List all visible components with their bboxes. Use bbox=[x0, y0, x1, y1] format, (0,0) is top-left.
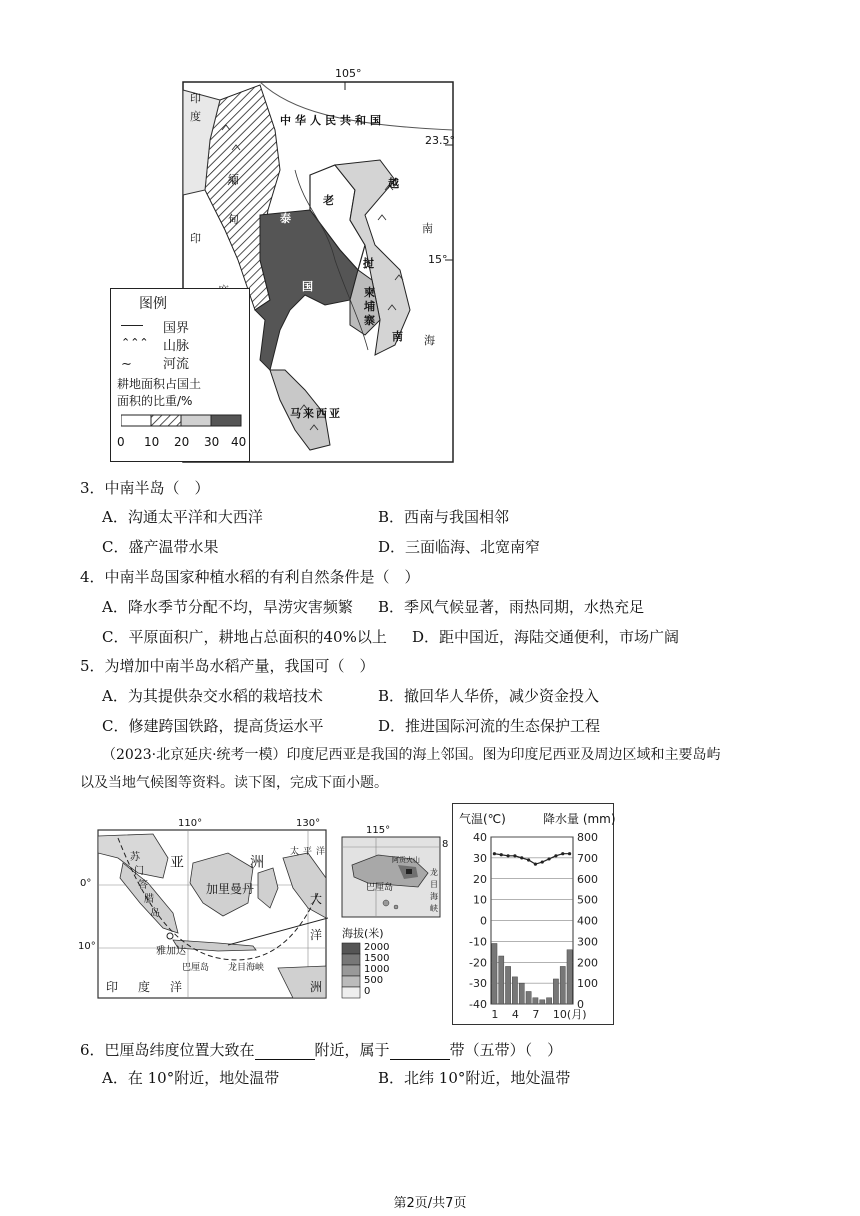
sumatra-label-5: 岛 bbox=[150, 908, 160, 919]
question-6-blank-1[interactable] bbox=[255, 1045, 315, 1060]
precip-tick-label: 400 bbox=[577, 914, 598, 928]
precip-bar bbox=[519, 983, 524, 1004]
cambodia-label-2: 埔 bbox=[364, 300, 375, 313]
legend-river-symbol: ∼ bbox=[121, 357, 132, 372]
question-4-option-a[interactable]: A．降水季节分配不均，旱涝灾害频繁 bbox=[102, 598, 353, 616]
legend-cropland-title-1: 耕地面积占国土 bbox=[117, 377, 202, 391]
climate-chart bbox=[452, 803, 614, 1025]
precip-tick-label: 300 bbox=[577, 935, 598, 949]
india-label: 印度 bbox=[190, 92, 201, 123]
temp-point bbox=[534, 863, 537, 866]
pacific-label-3: 洋 bbox=[316, 847, 326, 857]
lat-23-label: 23.5° bbox=[425, 134, 455, 147]
question-5-option-b[interactable]: B．撤回华人华侨，减少资金投入 bbox=[378, 687, 600, 705]
temp-point bbox=[520, 856, 523, 859]
legend-scale-10: 10 bbox=[144, 435, 160, 449]
precip-bar bbox=[560, 966, 565, 1004]
elevation-2000: 2000 bbox=[364, 942, 390, 953]
inset-strait-label: 龙目海峡 bbox=[430, 868, 438, 913]
precip-bar bbox=[553, 979, 558, 1004]
temp-tick-label: 0 bbox=[480, 914, 487, 928]
sumatra-label-4: 腊 bbox=[144, 894, 154, 905]
temp-tick-label: -20 bbox=[469, 956, 487, 970]
precip-bar bbox=[499, 956, 504, 1004]
asia-label-2: 洲 bbox=[250, 855, 264, 871]
temp-axis-label: 气温(℃) bbox=[459, 812, 506, 826]
oceania-label-3: 洲 bbox=[310, 980, 323, 994]
temp-point bbox=[547, 857, 550, 860]
temp-tick-label: 10 bbox=[473, 893, 487, 907]
legend-mountain-label: 山脉 bbox=[163, 339, 190, 354]
oceania-label-1: 大 bbox=[310, 892, 323, 906]
legend-cropland-scale bbox=[121, 413, 243, 429]
intro-line-2: 以及当地气候图等资料。读下图，完成下面小题。 bbox=[80, 775, 388, 791]
question-4-option-b[interactable]: B．季风气候显著，雨热同期，水热充足 bbox=[378, 598, 645, 616]
precip-tick-label: 100 bbox=[577, 977, 598, 991]
question-6-stem-mid: 附近，属于 bbox=[314, 1041, 390, 1059]
temp-point bbox=[493, 852, 496, 855]
question-3-option-c[interactable]: C．盛产温带水果 bbox=[102, 538, 219, 556]
laos-label: 老 bbox=[323, 194, 334, 207]
pacific-label-1: 太 bbox=[290, 847, 300, 857]
question-3-option-d[interactable]: D．三面临海、北宽南窄 bbox=[378, 538, 541, 556]
jakarta-label: 雅加达 bbox=[156, 946, 186, 957]
temp-point bbox=[506, 854, 509, 857]
question-6-stem-post: 带（五带）（ ） bbox=[449, 1041, 563, 1059]
precip-bar bbox=[540, 1000, 545, 1004]
sea-label-hai: 海 bbox=[424, 334, 435, 347]
legend-border-label: 国界 bbox=[163, 321, 190, 336]
indian-ocean-label-1: 印 bbox=[106, 980, 119, 994]
legend-scale-30: 30 bbox=[204, 435, 220, 449]
inset-lat-label: 8 bbox=[442, 839, 449, 850]
laos-label-2: 挝 bbox=[363, 257, 374, 270]
sea-label-nan: 南 bbox=[422, 222, 433, 235]
asia-label-1: 亚 bbox=[170, 855, 184, 871]
temp-tick-label: 30 bbox=[473, 851, 487, 865]
bali-inset-svg bbox=[338, 825, 443, 1003]
legend-scale-0: 0 bbox=[117, 435, 125, 449]
precip-bar bbox=[492, 943, 497, 1004]
legend-scale-20: 20 bbox=[174, 435, 190, 449]
question-4-option-d[interactable]: D．距中国近，海陆交通便利，市场广阔 bbox=[412, 628, 680, 646]
question-6-blank-2[interactable] bbox=[390, 1045, 450, 1060]
kalimantan-label: 加里曼丹 bbox=[206, 882, 255, 896]
elevation-1000: 1000 bbox=[364, 964, 390, 975]
page-footer: 第2页/共7页 bbox=[393, 1196, 467, 1211]
lon-105-label: 105° bbox=[335, 67, 362, 80]
intro-line-1: （2023·北京延庆·统考一模）印度尼西亚是我国的海上邻国。图为印度尼西亚及周边区域和主要岛屿 bbox=[102, 747, 721, 763]
precip-bar bbox=[526, 991, 531, 1004]
precip-bar bbox=[512, 977, 517, 1004]
temp-point bbox=[561, 852, 564, 855]
cambodia-label-3: 寨 bbox=[364, 314, 375, 327]
map-legend bbox=[110, 288, 250, 462]
lat-15-label: 15° bbox=[428, 253, 448, 266]
precip-tick-label: 0 bbox=[577, 998, 584, 1011]
precip-bar bbox=[567, 950, 572, 1004]
month-label: 10(月) bbox=[552, 1008, 587, 1021]
question-6-option-a[interactable]: A．在 10°附近，地处温带 bbox=[102, 1069, 280, 1087]
precip-tick-label: 200 bbox=[577, 956, 598, 970]
temp-tick-label: -40 bbox=[469, 998, 487, 1011]
question-4-option-c[interactable]: C．平原面积广，耕地占总面积的40%以上 bbox=[102, 628, 387, 646]
inset-volcano-label: 阿贡火山 bbox=[392, 856, 420, 864]
question-3-option-a[interactable]: A．沟通太平洋和大西洋 bbox=[102, 508, 263, 526]
question-5-option-c[interactable]: C．修建跨国铁路，提高货运水平 bbox=[102, 717, 324, 735]
month-label: 7 bbox=[532, 1008, 540, 1021]
indochina-map bbox=[110, 67, 455, 463]
month-label: 1 bbox=[491, 1008, 499, 1021]
vietnam-label-1: 越 bbox=[388, 177, 399, 190]
precip-bar bbox=[533, 998, 538, 1004]
month-label: 4 bbox=[511, 1008, 519, 1021]
question-6-stem bbox=[80, 1040, 562, 1060]
legend-cropland-title-2: 面积的比重/% bbox=[117, 394, 193, 408]
precip-tick-label: 700 bbox=[577, 851, 598, 865]
question-3-option-b[interactable]: B．西南与我国相邻 bbox=[378, 508, 510, 526]
vietnam-label-2: 南 bbox=[392, 330, 403, 343]
cambodia-label-1: 柬 bbox=[364, 286, 375, 299]
inset-bali-label: 巴厘岛 bbox=[366, 883, 394, 893]
question-6-stem-pre: 6．巴厘岛纬度位置大致在 bbox=[80, 1041, 255, 1059]
temp-point bbox=[554, 854, 557, 857]
lon-110-label: 110° bbox=[178, 818, 203, 829]
lat-10-label: 10° bbox=[78, 941, 96, 952]
temp-point bbox=[541, 860, 544, 863]
question-5-option-a[interactable]: A．为其提供杂交水稻的栽培技术 bbox=[102, 687, 323, 705]
climate-chart-svg bbox=[453, 804, 613, 1024]
precip-tick-label: 600 bbox=[577, 872, 598, 886]
pacific-label-2: 平 bbox=[303, 847, 313, 857]
legend-mountain-symbol: ⌃⌃⌃ bbox=[121, 336, 149, 349]
question-5-option-d[interactable]: D．推进国际河流的生态保护工程 bbox=[378, 717, 601, 735]
legend-river-label: 河流 bbox=[163, 357, 190, 372]
temp-point bbox=[527, 858, 530, 861]
thailand-label-1: 泰 bbox=[280, 212, 291, 225]
elevation-1500: 1500 bbox=[364, 953, 390, 964]
legend-title: 图例 bbox=[139, 296, 167, 312]
elevation-0: 0 bbox=[364, 986, 371, 997]
indonesia-map bbox=[78, 818, 328, 1000]
sumatra-label-3: 答 bbox=[138, 880, 148, 891]
inset-lon-label: 115° bbox=[366, 825, 391, 836]
precip-axis-label: 降水量 (mm) bbox=[543, 812, 616, 826]
elevation-title: 海拔(米) bbox=[342, 927, 384, 940]
lon-130-label: 130° bbox=[296, 818, 321, 829]
malaysia-label: 马来西亚 bbox=[290, 407, 342, 420]
precip-tick-label: 500 bbox=[577, 893, 598, 907]
temp-tick-label: -30 bbox=[469, 977, 487, 991]
indian-ocean-label-2: 度 bbox=[138, 980, 151, 994]
question-5-stem: 5．为增加中南半岛水稻产量，我国可（ ） bbox=[80, 657, 375, 675]
thailand-label-2: 国 bbox=[302, 280, 313, 293]
myanmar-label: 缅甸 bbox=[228, 173, 239, 226]
precip-tick-label: 800 bbox=[577, 831, 598, 844]
lombok-strait-label: 龙目海峡 bbox=[228, 963, 265, 973]
temp-point bbox=[513, 854, 516, 857]
oceania-label-2: 洋 bbox=[310, 928, 323, 942]
temp-line bbox=[494, 854, 569, 864]
temp-point bbox=[500, 853, 503, 856]
question-4-stem: 4．中南半岛国家种植水稻的有利自然条件是（ ） bbox=[80, 568, 420, 586]
sumatra-label-1: 苏 bbox=[130, 852, 140, 863]
precip-bar bbox=[546, 998, 551, 1004]
temp-tick-label: 40 bbox=[473, 831, 487, 844]
question-3-stem: 3．中南半岛（ ） bbox=[80, 479, 210, 497]
legend-scale-40: 40 bbox=[231, 435, 247, 449]
precip-bar bbox=[505, 966, 510, 1004]
indian-ocean-label-3: 洋 bbox=[170, 980, 183, 994]
question-6-option-b[interactable]: B．北纬 10°附近，地处温带 bbox=[378, 1069, 571, 1087]
legend-border-symbol bbox=[121, 325, 143, 326]
temp-point bbox=[568, 852, 571, 855]
temp-tick-label: 20 bbox=[473, 872, 487, 886]
lat-0-label: 0° bbox=[80, 878, 92, 889]
china-label: 中华人民共和国 bbox=[280, 114, 385, 127]
bali-inset-map bbox=[338, 825, 449, 1003]
bali-label: 巴厘岛 bbox=[182, 963, 210, 973]
sumatra-label-2: 门 bbox=[134, 866, 144, 877]
sea-label-yin: 印 bbox=[190, 232, 201, 245]
temp-tick-label: -10 bbox=[469, 935, 487, 949]
elevation-500: 500 bbox=[364, 975, 384, 986]
